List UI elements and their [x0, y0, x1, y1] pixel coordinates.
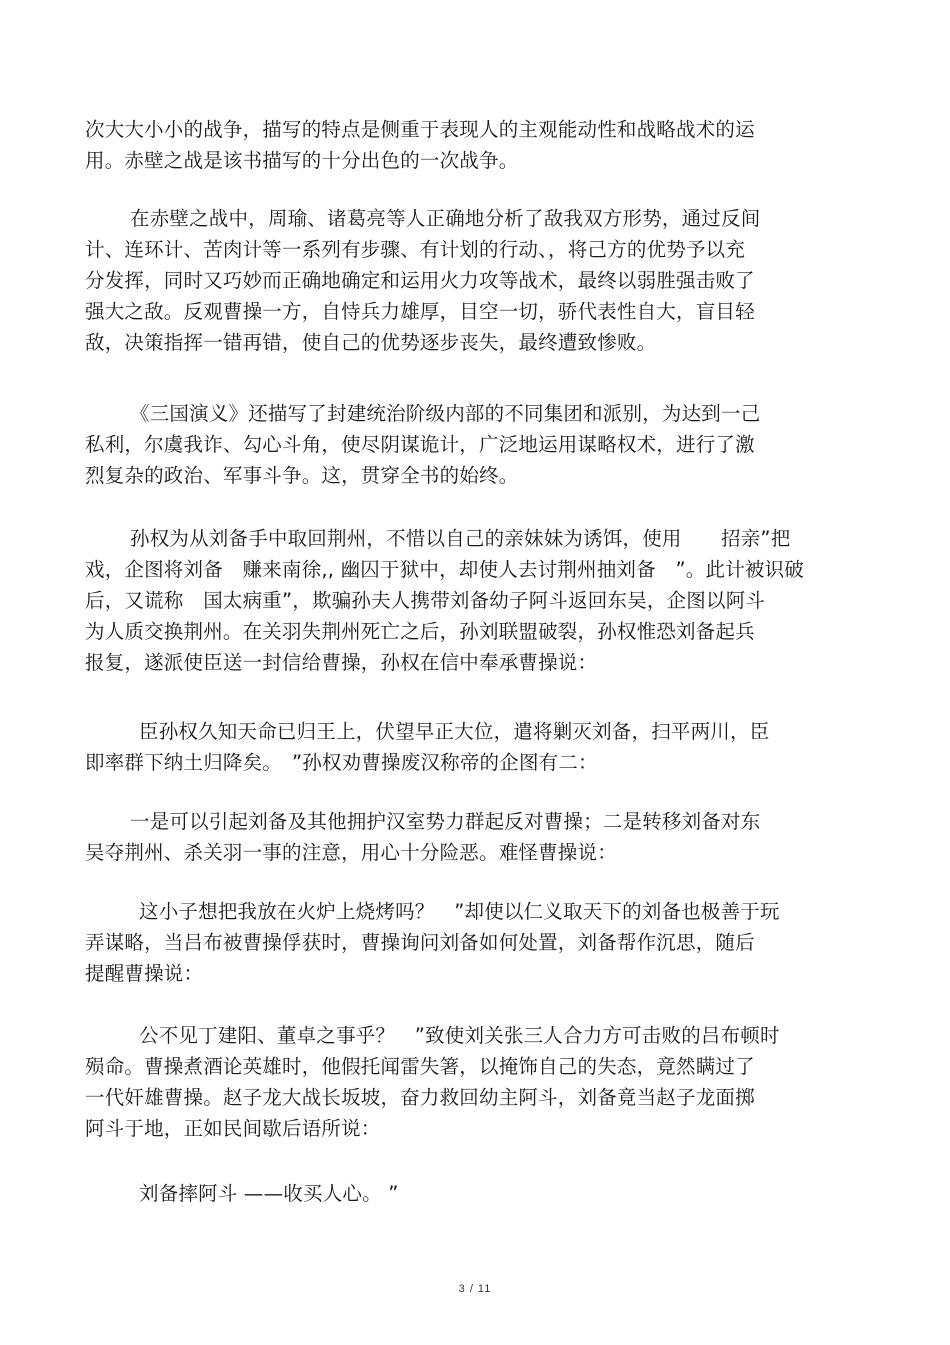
text-line: 为人质交换荆州。在关羽失荆州死亡之后，孙刘联盟破裂，孙权惟恐刘备起兵: [85, 620, 755, 643]
text-line: 强大之敌。反观曹操一方，自恃兵力雄厚，目空一切，骄代表性自大，盲目轻: [85, 300, 755, 323]
text-line: 后，又谎称 国太病重”，欺骗孙夫人携带刘备幼子阿斗返回东吴，企图以阿斗: [85, 589, 766, 612]
paragraph-3: [85, 398, 865, 491]
paragraph-5: [85, 716, 865, 778]
text-line: 烈复杂的政治、军事斗争。这，贯穿全书的始终。: [85, 464, 519, 487]
text-line: 报复，遂派使臣送一封信给曹操，孙权在信中奉承曹操说：: [85, 651, 598, 674]
paragraph-4: [85, 523, 865, 678]
text-line: 这小子想把我放在火炉上烧烤吗？ ”却使以仁义取天下的刘备也极善于玩: [139, 900, 780, 923]
text-line: 计、连环计、苦肉计等一系列有步骤、有计划的行动、，将己方的优势予以充: [85, 238, 746, 261]
text-line: 公不见丁建阳、董卓之事乎？ ”致使刘关张三人合力方可击败的吕布顿时: [139, 1024, 780, 1047]
text-line: 次大大小小的战争，描写的特点是侧重于表现人的主观能动性和战略战术的运: [85, 118, 755, 141]
text-line: 刘备摔阿斗 ——收买人心。 ”: [139, 1182, 399, 1205]
text-line: 戏，企图将刘备 赚来南徐,, 幽囚于狱中，却使人去讨荆州抽刘备 ”。此计被识破: [85, 558, 804, 581]
text-line: 孙权为从刘备手中取回荆州，不惜以自己的亲妹妹为诱饵，使用 招亲”把: [130, 527, 791, 550]
text-line: 臣孙权久知天命已归王上，伏望早正大位，遣将剿灭刘备，扫平两川，臣: [139, 720, 770, 743]
text-line: 一代奸雄曹操。赵子龙大战长坂坡，奋力救回幼主阿斗，刘备竟当赵子龙面掷: [85, 1086, 755, 1109]
text-line: 殒命。曹操煮酒论英雄时，他假托闻雷失箸，以掩饰自己的失态，竟然瞒过了: [85, 1055, 755, 1078]
text-line: 在赤壁之战中，周瑜、诸葛亮等人正确地分析了敌我双方形势，通过反间: [130, 207, 761, 230]
page-number: 3 / 11: [458, 1283, 492, 1295]
paragraph-9: [85, 1178, 865, 1209]
text-line: 一是可以引起刘备及其他拥护汉室势力群起反对曹操；二是转移刘备对东: [130, 810, 761, 833]
text-line: 即率群下纳土归降矣。 ”孙权劝曹操废汉称帝的企图有二：: [85, 751, 598, 774]
text-line: 用。赤壁之战是该书描写的十分出色的一次战争。: [85, 149, 519, 172]
text-line: 弄谋略，当吕布被曹操俘获时，曹操询问刘备如何处置，刘备帮作沉思，随后: [85, 931, 755, 954]
paragraph-1: [85, 114, 865, 176]
paragraph-2: [85, 203, 865, 358]
text-line: 敌，决策指挥一错再错，使自己的优势逐步丧失，最终遭致惨败。: [85, 331, 657, 354]
text-line: 阿斗于地，正如民间歇后语所说：: [85, 1117, 381, 1140]
paragraph-8: [85, 1020, 865, 1144]
paragraph-7: [85, 896, 865, 989]
paragraph-6: [85, 806, 865, 868]
text-line: 私利，尔虞我诈、勾心斗角，使尽阴谋诡计，广泛地运用谋略权术，进行了激: [85, 433, 755, 456]
text-line: 《三国演义》还描写了封建统治阶级内部的不同集团和派别，为达到一己: [130, 402, 761, 425]
text-line: 分发挥，同时又巧妙而正确地确定和运用火力攻等战术，最终以弱胜强击败了: [85, 269, 755, 292]
text-line: 吴夺荆州、杀关羽一事的注意，用心十分险恶。难怪曹操说：: [85, 841, 617, 864]
text-line: 提醒曹操说：: [85, 962, 204, 985]
